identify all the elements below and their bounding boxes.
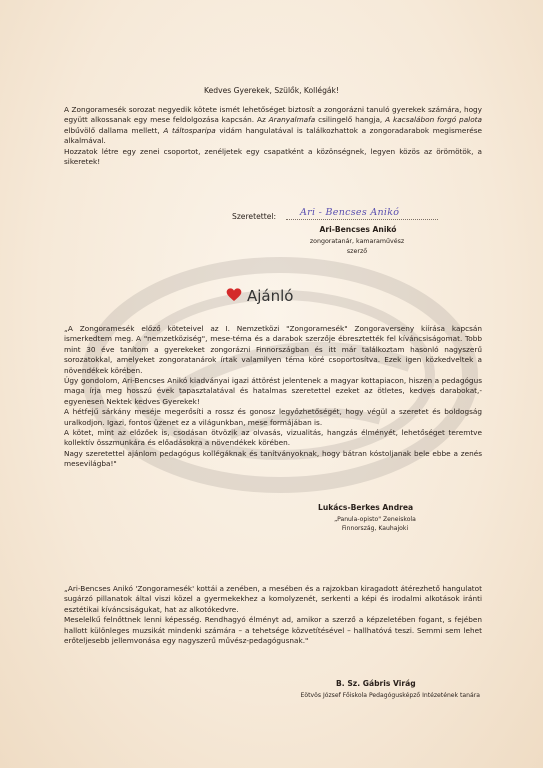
handwritten-signature: Ari - Bencses Anikó xyxy=(300,207,400,218)
signature-line xyxy=(286,219,438,220)
recommendation-1 xyxy=(64,324,482,470)
section-title: Ajánló xyxy=(247,287,294,305)
signature-label: Szeretettel: xyxy=(232,212,277,221)
rec1-paragraph: A hétfejű sárkány meséje megerősíti a rossz és gonosz legyőzhetőségét, hogy végül a szeretet és boldogság uralkodjon. Igazi, fontos üzenet ez a világunkban, mese formájában is. xyxy=(64,407,482,427)
intro-paragraph-1: A Zongoramesék sorozat negyedik kötete ismét lehetőséget biztosít a zongorázni tanuló gyerekek számára, hogy együtt alkossanak egy mese feldolgozása kapcsán. Az Aranyalmafa csilingelő hangja, A kacsalábon forgó palota elbűvölő dallama mellett, A táltosparipa vidám hangulatával is találkozhattok a zongoradarabok megismerése alkalmával. xyxy=(64,105,482,146)
recommender-2-name: B. Sz. Gábris Virág xyxy=(336,679,416,688)
greeting: Kedves Gyerekek, Szülők, Kollégák! xyxy=(204,86,339,95)
rec1-paragraph: Nagy szeretettel ajánlom pedagógus kollégáknak és tanítványoknak, hogy bátran kóstoljanak bele ebbe a zenés mesevilágba!" xyxy=(64,448,482,469)
intro-text xyxy=(64,105,482,167)
recommender-1-affiliation: „Panula-opisto" Zeneiskola Finnország, Kauhajoki xyxy=(334,516,416,533)
intro-paragraph-2: Hozzatok létre egy zenei csoportot, zenéljetek egy csapatként a közönségnek, legyen közös az örömötök, a sikeretek! xyxy=(64,146,482,167)
author-role: zongoratanár, kamaraművész szerző xyxy=(309,238,405,255)
heart-icon xyxy=(226,287,242,303)
title-taltosparipa: A táltosparipa xyxy=(163,125,216,135)
rec1-paragraph: Úgy gondolom, Ari-Bencses Anikó kiadványai igazi áttörést jelentenek a magyar kottapiacon, hiszen a pedagógus maga írja meg hosszú évek tapasztalatával és hatalmas szeretettel ezeket az ötletes, kedves darabokat,- egyenesen Nektek kedves Gyerekek! xyxy=(64,376,482,406)
title-aranyalmafa: Aranyalmafa xyxy=(268,115,316,125)
rec2-paragraph: Meselelkű felnőttnek lenni képesség. Rendhagyó élményt ad, amikor a szerző a képzeletében fogant, s fejében hallott különleges muzsikát mindenki számára – a tehetsége közvetítésével – hallhatóvá teszi. Semmi sem lehet erőteljesebb jellemvonása egy nagyszerű művész-pedagógusnak." xyxy=(64,615,482,646)
recommender-1-name: Lukács-Berkes Andrea xyxy=(318,503,414,512)
author-name: Ari-Bencses Anikó xyxy=(319,225,397,234)
recommender-2-role: Eötvös József Főiskola Pedagógusképző Intézetének tanára xyxy=(300,692,480,699)
recommendation-2 xyxy=(64,584,482,646)
rec1-paragraph: A kötet, mint az előzőek is, csodásan ötvözik az olvasás, vizualitás, hangzás élményét, lehetőséget teremtve kollektív összmunkára és előadásokra a növendékek körében. xyxy=(64,428,482,448)
rec2-paragraph: „Ari-Bencses Anikó 'Zongoramesék' kottái a zenében, a mesében és a rajzokban kiragadott átérezhető hangulatot sugárzó pillanatok által viszi közel a gyermekekhez a komolyzenét, serkenti a képi és irodalmi alkotások iránti esztétikai kíváncsiságukat, hat az alkotókedvre. xyxy=(64,584,482,614)
rec1-paragraph: „A Zongoramesék előző köteteivel az I. Nemzetközi "Zongoramesék" Zongoraverseny kiírása kapcsán ismerkedtem meg. A "nemzetköziség", mese-téma és a darabok szerzője ébresztették fel kíváncsiságomat. Tobb mint 30 éve tanítom a gyerekeket zongorázni Finnországban és itt már találkoztam hasonló nagyszerű sorozatokkal, amelyeket zongoratanárok írtak valamilyen téma köré csoportosítva. Ezek igen közkedveltek a növendékek körében. xyxy=(64,324,482,375)
title-kacsalabon: A kacsalábon forgó palota xyxy=(385,115,482,125)
